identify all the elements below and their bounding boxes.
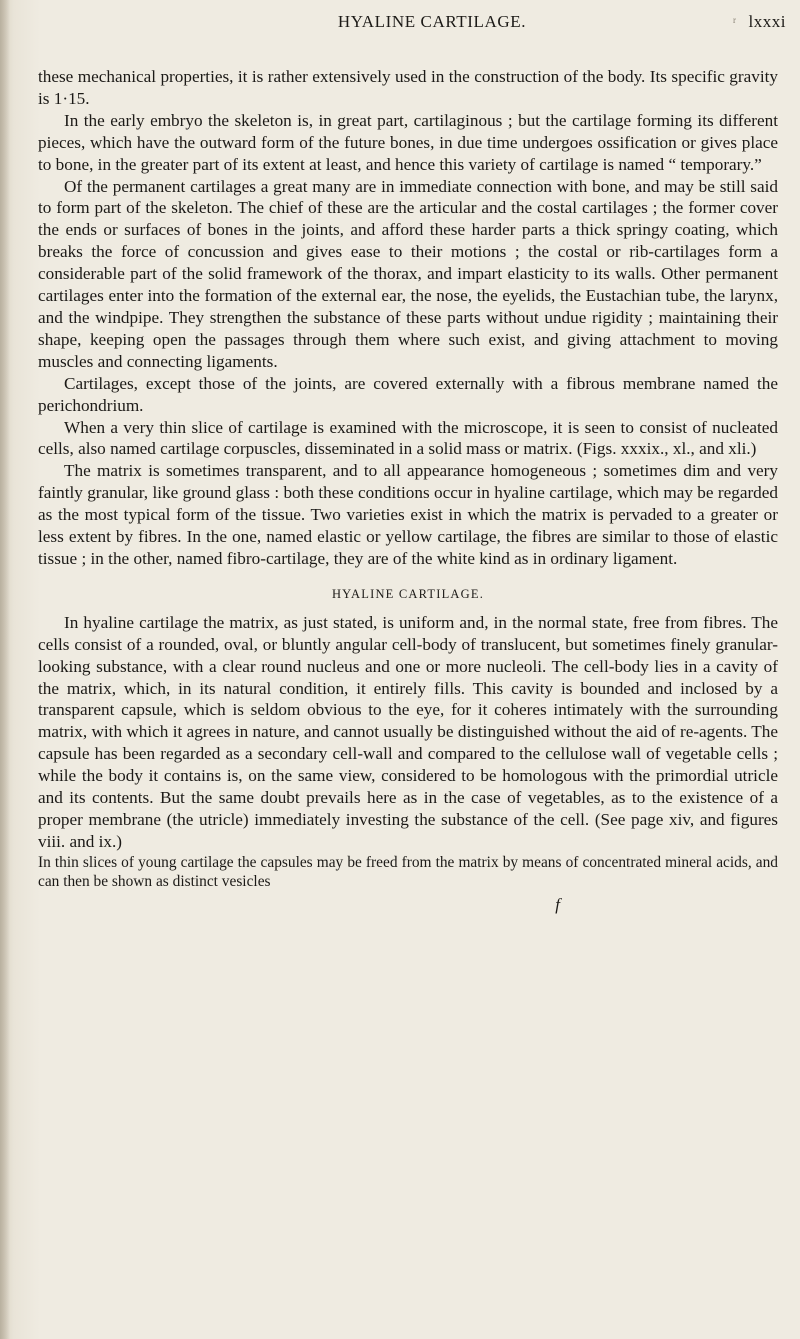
paragraph: these mechanical properties, it is rather extensively used in the construction of the body. Its specific gravity is 1·15. (38, 67, 778, 108)
paragraph: When a very thin slice of cartilage is examined with the microscope, it is seen to consist of nucleated cells, also named cartilage corpuscles, disseminated in a solid mass or matrix. (Figs. xxxix., xl., and xli.) (38, 417, 778, 459)
paragraph: In hyaline cartilage the matrix, as just stated, is uniform and, in the normal state, free from fibres. The cells consist of a rounded, oval, or bluntly angular cell-body of translucent, but sometimes finely granular-looking substance, with a clear round nucleus and one or more nucleoli. The cell-body lies in a cavity of the matrix, which, in its natural condition, it entirely fills. This cavity is bounded and inclosed by a transparent capsule, which is seldom obvious to the eye, for it coheres intimately with the surrounding matrix, with which it agrees in nature, and cannot usually be distinguished without the aid of re-agents. The capsule has been regarded as a secondary cell-wall and compared to the cellulose wall of vegetable cells ; while the body it contains is, on the same view, considered to be homologous with the primordial utricle and its contents. But the same doubt prevails here as in the case of vegetables, as to the existence of a proper membrane (the utricle) immediately investing the substance of the cell. (See page xiv, and figures viii. and ix.) (38, 612, 778, 851)
footnote: In thin slices of young cartilage the capsules may be freed from the matrix by means of concentrated mineral acids, and can then be shown as distinct vesicles (38, 853, 778, 891)
section-heading: HYALINE CARTILAGE. (331, 586, 485, 601)
page-body (38, 66, 778, 916)
gutter-shadow (0, 0, 10, 1339)
paragraph: The matrix is sometimes transparent, and to all appearance homogeneous ; sometimes dim and very faintly granular, like ground glass : both these conditions occur in hyaline cartilage, which may be regarded as the most typical form of the tissue. Two varieties exist in which the matrix is pervaded to a greater or less extent by fibres. In the one, named elastic or yellow cartilage, the fibres are similar to those of elastic tissue ; in the other, named fibro-cartilage, they are of the white kind as in ordinary ligament. (38, 461, 778, 568)
running-head: HYALINE CARTILAGE. (337, 12, 527, 31)
page-number: lxxxi (748, 12, 786, 31)
paragraph: Cartilages, except those of the joints, are covered externally with a fibrous membrane named the perichondrium. (38, 373, 778, 415)
paragraph: In the early embryo the skeleton is, in great part, cartilaginous ; but the cartilage forming its different pieces, which have the outward form of the future bones, in due time undergoes ossification or gives place to bone, in the greater part of its extent at least, and hence this variety of cartilage is named “ temporary.” (38, 110, 778, 174)
signature-mark: f (555, 894, 560, 914)
scan-mark: r (733, 15, 736, 25)
paragraph: Of the permanent cartilages a great many are in immediate connection with bone, and may be still said to form part of the skeleton. The chief of these are the articular and the costal cartilages ; the former cover the ends or surfaces of bones in the joints, and afford these harder parts a thick springy coating, which breaks the force of concussion and gives ease to their motions ; the costal or rib-cartilages form a considerable part of the solid framework of the thorax, and impart elasticity to its walls. Other permanent cartilages enter into the formation of the external ear, the nose, the eyelids, the Eustachian tube, the larynx, and the windpipe. They strengthen the substance of these parts without undue rigidity ; maintaining their shape, keeping open the passages through them where such exist, and giving attachment to moving muscles and connecting ligaments. (38, 176, 778, 371)
page-header (38, 12, 786, 42)
